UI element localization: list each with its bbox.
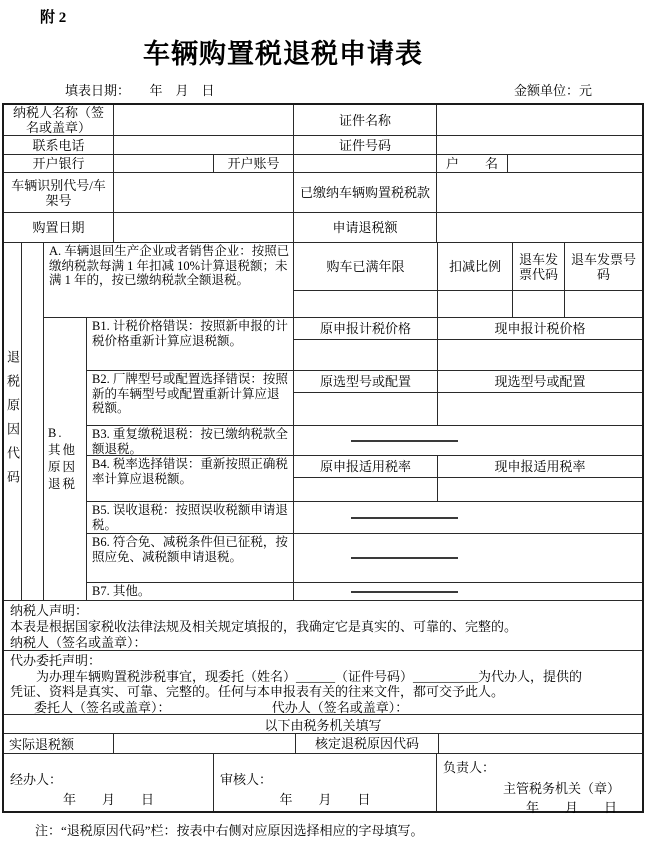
principal-signature-line[interactable]: 委托人（签名或盖章）： [34,699,171,715]
reviewer-label: 审核人： [220,772,273,787]
a-invoice-number-input[interactable] [565,291,642,317]
not-applicable-dash [351,591,458,593]
table-row [4,173,642,213]
amount-unit-label: 金额单位：元 [513,83,592,98]
taxpayer-name-input[interactable] [114,105,294,135]
supervisor-label: 负责人： [443,760,496,775]
a-years-input[interactable] [294,291,438,317]
b7-not-applicable-cell [294,583,642,600]
footnote: 注：“退税原因代码”栏：按表中右侧对应原因选择相应的字母填写。 [35,823,424,838]
reason-b4-row [87,456,642,502]
reason-b2-row [87,371,642,426]
b4-original-rate-input[interactable] [294,478,438,501]
b6-not-applicable-cell [294,534,642,582]
agent-declaration-title: 代办委托声明： [10,653,102,668]
account-holder-input[interactable] [508,155,642,172]
cert-name-input[interactable] [437,105,642,135]
bank-input[interactable] [114,155,214,172]
not-applicable-dash [351,440,458,442]
b1-original-price-input[interactable] [294,340,438,370]
reason-b6-row [87,534,642,583]
a-years-header: 购车已满年限 [294,243,438,290]
table-row [4,213,642,243]
a-ratio-header: 扣减比例 [438,243,513,290]
vin-input[interactable] [114,173,294,212]
reason-b1-row [87,318,642,371]
b1-text: B1. 计税价格错误：按照新申报的计税价格重新计算应退税额。 [87,318,294,370]
authority-seal-label: 主管税务机关（章） [502,781,620,796]
approved-code-label: 核定退税原因代码 [296,734,439,753]
bank-account-input[interactable] [294,155,437,172]
phone-input[interactable] [114,136,294,154]
actual-refund-label: 实际退税额 [4,734,114,753]
appendix-label: 附 2 [40,10,67,26]
taxpayer-declaration-title: 纳税人声明： [10,603,89,618]
b3-text: B3. 重复缴税退税：按已缴纳税款全额退税。 [87,426,294,455]
reason-a-text: A. 车辆退回生产企业或者销售企业：按照已缴纳税款每满 1 年扣减 10%计算退税额；未满 1 年的，按已缴纳税款全额退税。 [44,243,294,317]
vin-label: 车辆识别代号/车架号 [4,173,114,212]
refund-reason-code-side-label: 退税原因代码 [4,243,22,600]
tax-office-section-header [4,715,642,734]
approved-code-input[interactable] [439,734,642,753]
reason-b3-row [87,426,642,456]
meta-row [0,71,650,103]
bank-label: 开户银行 [4,155,114,172]
handler-label: 经办人： [10,772,63,787]
a-ratio-input[interactable] [438,291,513,317]
reason-b-label: B. 其他原因退税 [44,318,87,600]
agent-declaration-line1: 为办理车辆购置税涉税事宜，现委托（姓名）______（证件号码）__________为代办人，提供的 [36,668,583,684]
refund-request-label: 申请退税额 [294,213,437,242]
agent-signature-line[interactable]: 代办人（签名或盖章）： [271,699,409,715]
form-page [0,6,650,839]
b6-text: B6. 符合免、减税条件但已征税，按照应免、减税额申请退税。 [87,534,294,582]
agent-declaration [4,651,642,715]
supervisor-cell[interactable] [437,754,642,815]
reason-b7-row [87,583,642,600]
taxpayer-name-label: 纳税人名称（签名或盖章） [4,105,114,135]
reason-b5-row [87,502,642,534]
refund-application-table [2,103,644,813]
purchase-date-input[interactable] [114,213,294,242]
handler-cell[interactable] [4,754,214,811]
cert-name-label: 证件名称 [294,105,437,135]
handler-date-line: 年 月 日 [62,792,154,807]
table-row [4,136,642,155]
not-applicable-dash [351,557,458,559]
a-invoice-code-input[interactable] [513,291,565,317]
b4-current-rate-input[interactable] [438,478,642,501]
b4-current-rate-header: 现申报适用税率 [494,459,586,474]
taxpayer-declaration [4,601,642,651]
taxpayer-declaration-body: 本表是根据国家税收法律法规及相关规定填报的，我确定它是真实的、可靠的、完整的。 [10,619,518,634]
reason-a-row [44,243,642,318]
b1-original-price-header: 原申报计税价格 [294,318,438,339]
tax-office-signatures-row [4,754,642,815]
paid-tax-input[interactable] [437,173,642,212]
b2-original-model-header: 原选型号或配置 [294,371,438,392]
a-invoice-number-header: 退车发票号码 [570,251,636,282]
table-row [4,155,642,173]
tax-office-section-title: 以下由税务机关填写 [264,717,382,733]
reviewer-date-line: 年 月 日 [279,792,371,807]
a-invoice-code-header: 退车发票代码 [513,243,565,290]
b7-text: B7. 其他。 [87,583,294,600]
supervisor-date-line: 年 月 日 [525,800,617,815]
cert-number-label: 证件号码 [294,136,437,154]
b5-not-applicable-cell [294,502,642,533]
table-row [4,734,642,754]
refund-reason-code-input[interactable] [22,243,44,600]
purchase-date-label: 购置日期 [4,213,114,242]
phone-label: 联系电话 [4,136,114,154]
b4-original-rate-header: 原申报适用税率 [294,456,438,477]
b2-current-model-input[interactable] [438,393,642,425]
refund-request-input[interactable] [437,213,642,242]
b4-text: B4. 税率选择错误：重新按照正确税率计算应退税额。 [87,456,294,501]
agent-declaration-line2: 凭证、资料是真实、可靠、完整的。任何与本申报表有关的往来文件，都可交予此人。 [10,684,505,699]
reviewer-cell[interactable] [214,754,437,811]
page-title: 车辆购置税退税申请表 [143,39,423,69]
bank-account-label: 开户账号 [214,155,294,172]
fill-date-label: 填表日期： 年 月 日 [65,83,215,98]
refund-reason-section [4,243,642,601]
b1-current-price-header: 现申报计税价格 [494,321,586,336]
paid-tax-label: 已缴纳车辆购置税税款 [294,173,437,212]
b2-text: B2. 厂牌型号或配置选择错误：按照新的车辆型号或配置重新计算应退税额。 [87,371,294,425]
table-row [4,105,642,136]
cert-number-input[interactable] [437,136,642,154]
b2-current-model-header: 现选型号或配置 [494,374,586,389]
b3-not-applicable-cell [294,426,642,455]
actual-refund-input[interactable] [114,734,296,753]
reason-b-block [44,318,642,600]
b1-current-price-input[interactable] [438,340,642,370]
b5-text: B5. 误收退税：按照误收税额申请退税。 [87,502,294,533]
taxpayer-signature-line[interactable]: 纳税人（签名或盖章）： [10,635,147,650]
not-applicable-dash [351,517,458,519]
account-holder-label: 户 名 [437,155,508,172]
b2-original-model-input[interactable] [294,393,438,425]
